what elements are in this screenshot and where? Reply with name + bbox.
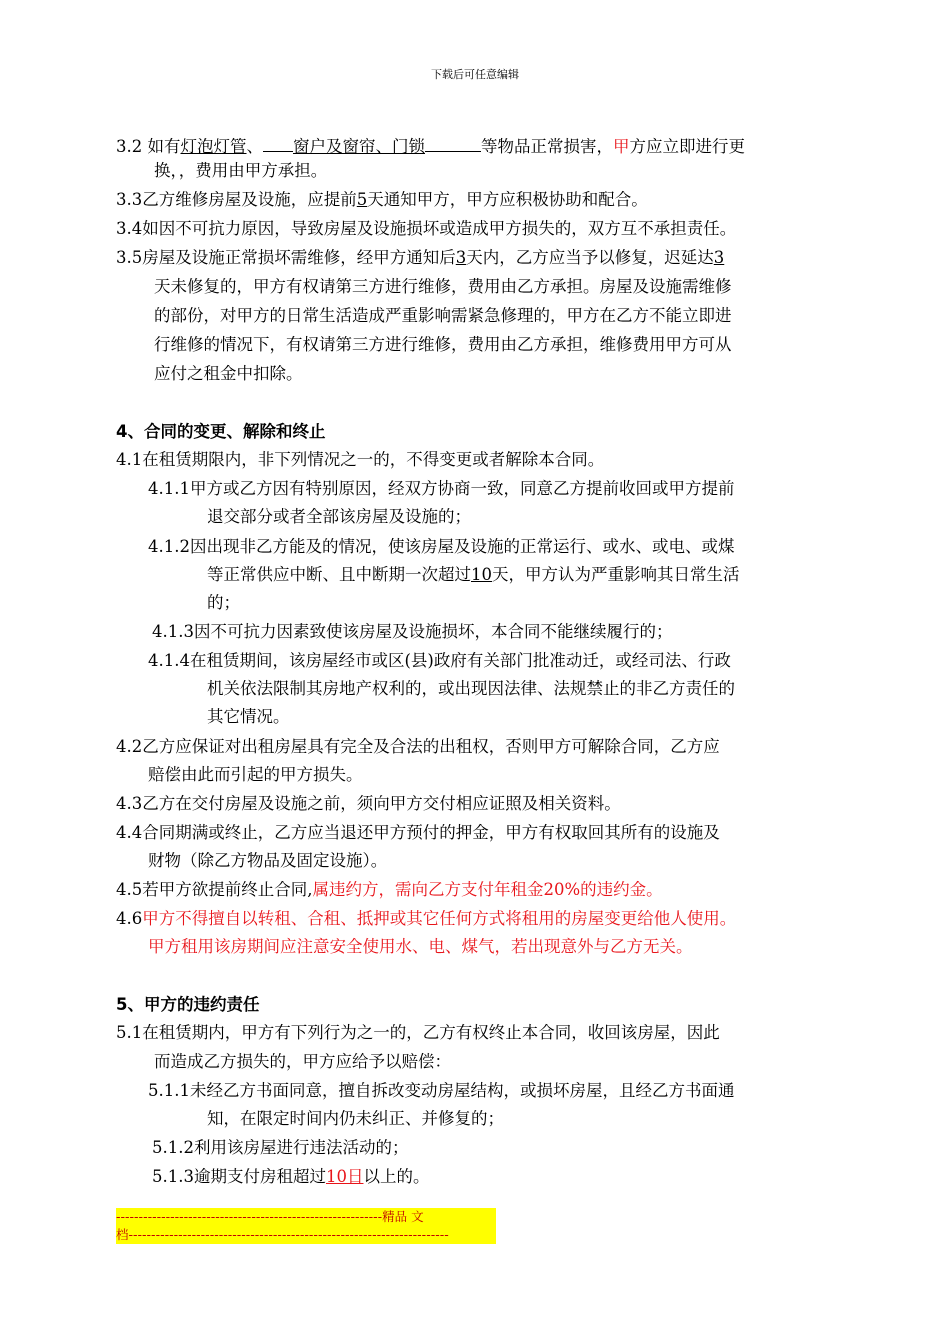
underline-blank [425, 133, 481, 152]
clause-4-1-3: 4.1.3因不可抗力因素致使该房屋及设施损坏，本合同不能继续履行的； [152, 622, 673, 641]
clause-4-1-4-line-3: 其它情况。 [207, 707, 290, 726]
clause-4-1-2-line-1: 4.1.2因出现非乙方能及的情况，使该房屋及设施的正常运行、或水、或电、或煤 [148, 537, 735, 556]
clause-3-5-line-1: 3.5房屋及设施正常损坏需维修，经甲方通知后3天内，乙方应当予以修复，迟延达3 [116, 248, 725, 267]
clause-5-1-1-line-1: 5.1.1未经乙方书面同意，擅自拆改变动房屋结构，或损坏房屋，且经乙方书面通 [148, 1081, 735, 1100]
clause-3-5-line-4: 行维修的情况下，有权请第三方进行维修，费用由乙方承担，维修费用甲方可从 [154, 335, 732, 354]
clause-3-4: 3.4如因不可抗力原因，导致房屋及设施损坏或造成甲方损失的，双方互不承担责任。 [116, 219, 737, 238]
section-4-heading: 4、合同的变更、解除和终止 [116, 422, 326, 441]
red-text: 甲 [613, 137, 630, 156]
clause-5-1-3: 5.1.3逾期支付房租超过10日以上的。 [152, 1167, 430, 1186]
clause-4-2-line-1: 4.2乙方应保证对出租房屋具有完全及合法的出租权，否则甲方可解除合同，乙方应 [116, 737, 720, 756]
clause-3-2-line-1: 3.2 如有灯泡灯管、 窗户及窗帘、门锁 等物品正常损害，甲方应立即进行更 [116, 133, 745, 158]
footer-banner-line-1: -----------------------------------------------------------精品 文 [116, 1208, 496, 1226]
clause-4-1-2-line-2: 等正常供应中断、且中断期一次超过10天，甲方认为严重影响其日常生活 [207, 565, 740, 584]
clause-4-6-line-2: 甲方租用该房期间应注意安全使用水、电、煤气，若出现意外与乙方无关。 [148, 937, 693, 956]
red-text: 10日 [325, 1167, 364, 1186]
footer-banner-line-2: 档----------------------------------------------------------------------- [116, 1226, 496, 1244]
clause-4-1-1-line-2: 退交部分或者全部该房屋及设施的； [207, 507, 471, 526]
underlined-item: 灯泡灯管 [180, 137, 247, 156]
clause-3-5-line-2: 天未修复的，甲方有权请第三方进行维修，费用由乙方承担。房屋及设施需维修 [154, 277, 732, 296]
clause-4-1-4-line-1: 4.1.4在租赁期间，该房屋经市或区(县)政府有关部门批准动迁，或经司法、行政 [148, 651, 731, 670]
clause-4-4-line-1: 4.4合同期满或终止，乙方应当退还甲方预付的押金，甲方有权取回其所有的设施及 [116, 823, 720, 842]
clause-3-5-line-5: 应付之租金中扣除。 [154, 364, 303, 383]
clause-4-1-1-line-1: 4.1.1甲方或乙方因有特别原因，经双方协商一致，同意乙方提前收回或甲方提前 [148, 479, 735, 498]
clause-number: 3.2 [116, 137, 148, 156]
clause-4-1-4-line-2: 机关依法限制其房地产权利的，或出现因法律、法规禁止的非乙方责任的 [207, 679, 735, 698]
clause-3-3: 3.3乙方维修房屋及设施，应提前5天通知甲方，甲方应积极协助和配合。 [116, 190, 648, 209]
clause-4-5: 4.5若甲方欲提前终止合同,属违约方，需向乙方支付年租金20%的违约金。 [116, 880, 663, 899]
clause-4-6-line-1: 4.6甲方不得擅自以转租、合租、抵押或其它任何方式将租用的房屋变更给他人使用。 [116, 909, 737, 928]
underline-blank [263, 133, 293, 152]
clause-5-1-line-2: 而造成乙方损失的，甲方应给予以赔偿： [154, 1052, 451, 1071]
clause-4-4-line-2: 财物（除乙方物品及固定设施）。 [148, 851, 388, 870]
clause-3-2-line-2: 换，，费用由甲方承担。 [154, 161, 328, 180]
clause-3-5-line-3: 的部份，对甲方的日常生活造成严重影响需紧急修理的，甲方在乙方不能立即进 [154, 306, 732, 325]
clause-5-1-2: 5.1.2利用该房屋进行违法活动的； [152, 1138, 409, 1157]
clause-4-3: 4.3乙方在交付房屋及设施之前，须向甲方交付相应证照及相关资料。 [116, 794, 621, 813]
red-text: 甲方不得擅自以转租、合租、抵押或其它任何方式将租用的房屋变更给他人使用。 [142, 909, 737, 928]
clause-4-1: 4.1在租赁期限内，非下列情况之一的，不得变更或者解除本合同。 [116, 450, 605, 469]
red-text: 属违约方，需向乙方支付年租金20%的违约金。 [312, 880, 663, 899]
clause-4-1-2-line-3: 的； [207, 593, 240, 612]
clause-5-1-1-line-2: 知，在限定时间内仍未纠正、并修复的； [207, 1109, 504, 1128]
underlined-item: 窗户及窗帘、门锁 [293, 137, 425, 156]
clause-5-1-line-1: 5.1在租赁期内，甲方有下列行为之一的，乙方有权终止本合同，收回该房屋，因此 [116, 1023, 720, 1042]
section-5-heading: 5、甲方的违约责任 [116, 995, 260, 1014]
page-header-note: 下载后可任意编辑 [431, 68, 519, 81]
clause-4-2-line-2: 赔偿由此而引起的甲方损失。 [148, 765, 363, 784]
